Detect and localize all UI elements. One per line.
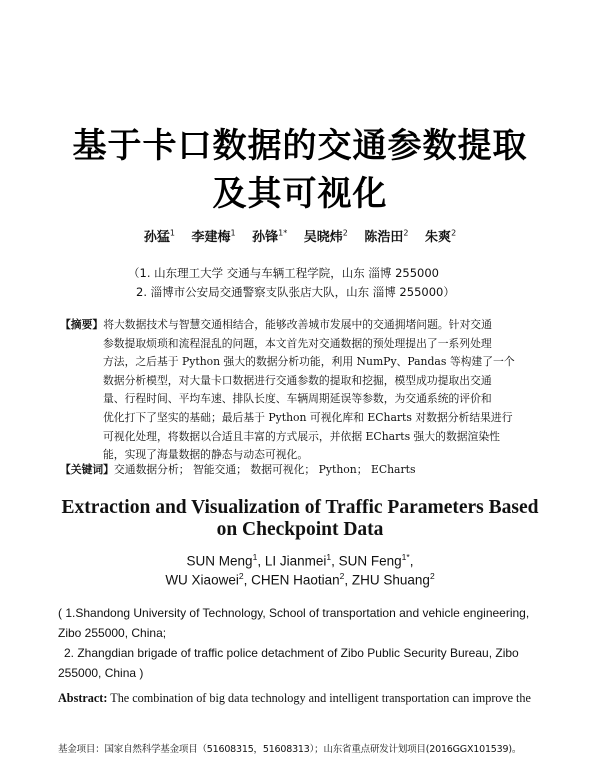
keywords-cn: 【关键词】交通数据分析； 智能交通； 数据可视化； Python； ECharts	[60, 463, 416, 476]
author-cn: 吴晓炜$^2$	[303, 228, 348, 245]
author-cn: 李建梅$^1$	[191, 228, 236, 245]
abstract-cn	[60, 316, 548, 465]
authors-en-line1: SUN Meng$^1$, LI Jianmei$^1$, SUN Feng$^{1*}$,	[186, 552, 414, 569]
abstract-cn-line: 优化打下了坚实的基础；最后基于 Python 可视化库和 ECharts 对数据分析结果进行	[103, 410, 513, 424]
affiliation-en-line: 255000, China )	[58, 666, 144, 680]
abstract-cn-line: 可视化处理，将数据以合适且丰富的方式展示，并依据 ECharts 强大的数据渲染性	[103, 429, 500, 443]
title-cn-line1: 基于卡口数据的交通参数提取	[72, 126, 528, 166]
author-cn: 孙锋$^{1*}$	[252, 228, 288, 245]
affiliation-cn-line2: 2. 淄博市公安局交通警察支队张店大队，山东 淄博 255000）	[136, 285, 455, 299]
authors-en-line2: WU Xiaowei$^2$, CHEN Haotian$^2$, ZHU Shuang$^2$	[165, 571, 435, 588]
abstract-cn-line: 量、行程时间、平均车速、排队长度、车辆周期延误等参数，为交通系统的评价和	[103, 392, 492, 406]
abstract-cn-line: 数据分析模型，对大量卡口数据进行交通参数的提取和挖掘，模型成功提取出交通	[103, 373, 492, 387]
affiliation-cn-line1: （1. 山东理工大学 交通与车辆工程学院，山东 淄博 255000	[128, 266, 439, 280]
abstract-cn-line: 能，实现了海量数据的静态与动态可视化。	[103, 448, 309, 462]
abstract-cn-line: 参数提取烦琐和流程混乱的问题，本文首先对交通数据的预处理提出了一系列处理	[103, 336, 492, 350]
title-cn-line2: 及其可视化	[212, 174, 388, 214]
author-cn: 陈浩田$^2$	[364, 228, 409, 245]
affiliation-en-line: 2. Zhangdian brigade of traffic police detachment of Zibo Public Security Bureau, Zibo	[64, 646, 519, 660]
abstract-cn-line: 方法，之后基于 Python 强大的数据分析功能，利用 NumPy、Pandas 等构建了一个	[103, 355, 515, 369]
author-cn: 朱爽$^2$	[425, 228, 457, 245]
author-cn: 孙猛$^1$	[143, 228, 175, 245]
title-en-line1: Extraction and Visualization of Traffic Parameters Based	[61, 497, 539, 518]
abstract-en: Abstract: The combination of big data technology and intelligent transportation can improve the	[58, 691, 531, 705]
affiliation-en-line: ( 1.Shandong University of Technology, School of transportation and vehicle engineering,	[58, 606, 530, 620]
title-en-line2: on Checkpoint Data	[216, 519, 384, 540]
abstract-en-label: Abstract:	[58, 691, 108, 705]
abstract-cn-line: 【摘要】将大数据技术与智慧交通相结合，能够改善城市发展中的交通拥堵问题。针对交通	[60, 318, 492, 331]
footnote: 基金项目：国家自然科学基金项目（51608315，51608313）；山东省重点研发计划项目(2016GGX101539)。	[58, 744, 522, 755]
affiliations-en	[58, 603, 558, 683]
authors-cn	[0, 226, 600, 245]
keywords-cn-label: 【关键词】	[60, 463, 114, 476]
affiliation-en-line: Zibo 255000, China;	[58, 626, 167, 640]
abstract-cn-label: 【摘要】	[60, 318, 104, 331]
